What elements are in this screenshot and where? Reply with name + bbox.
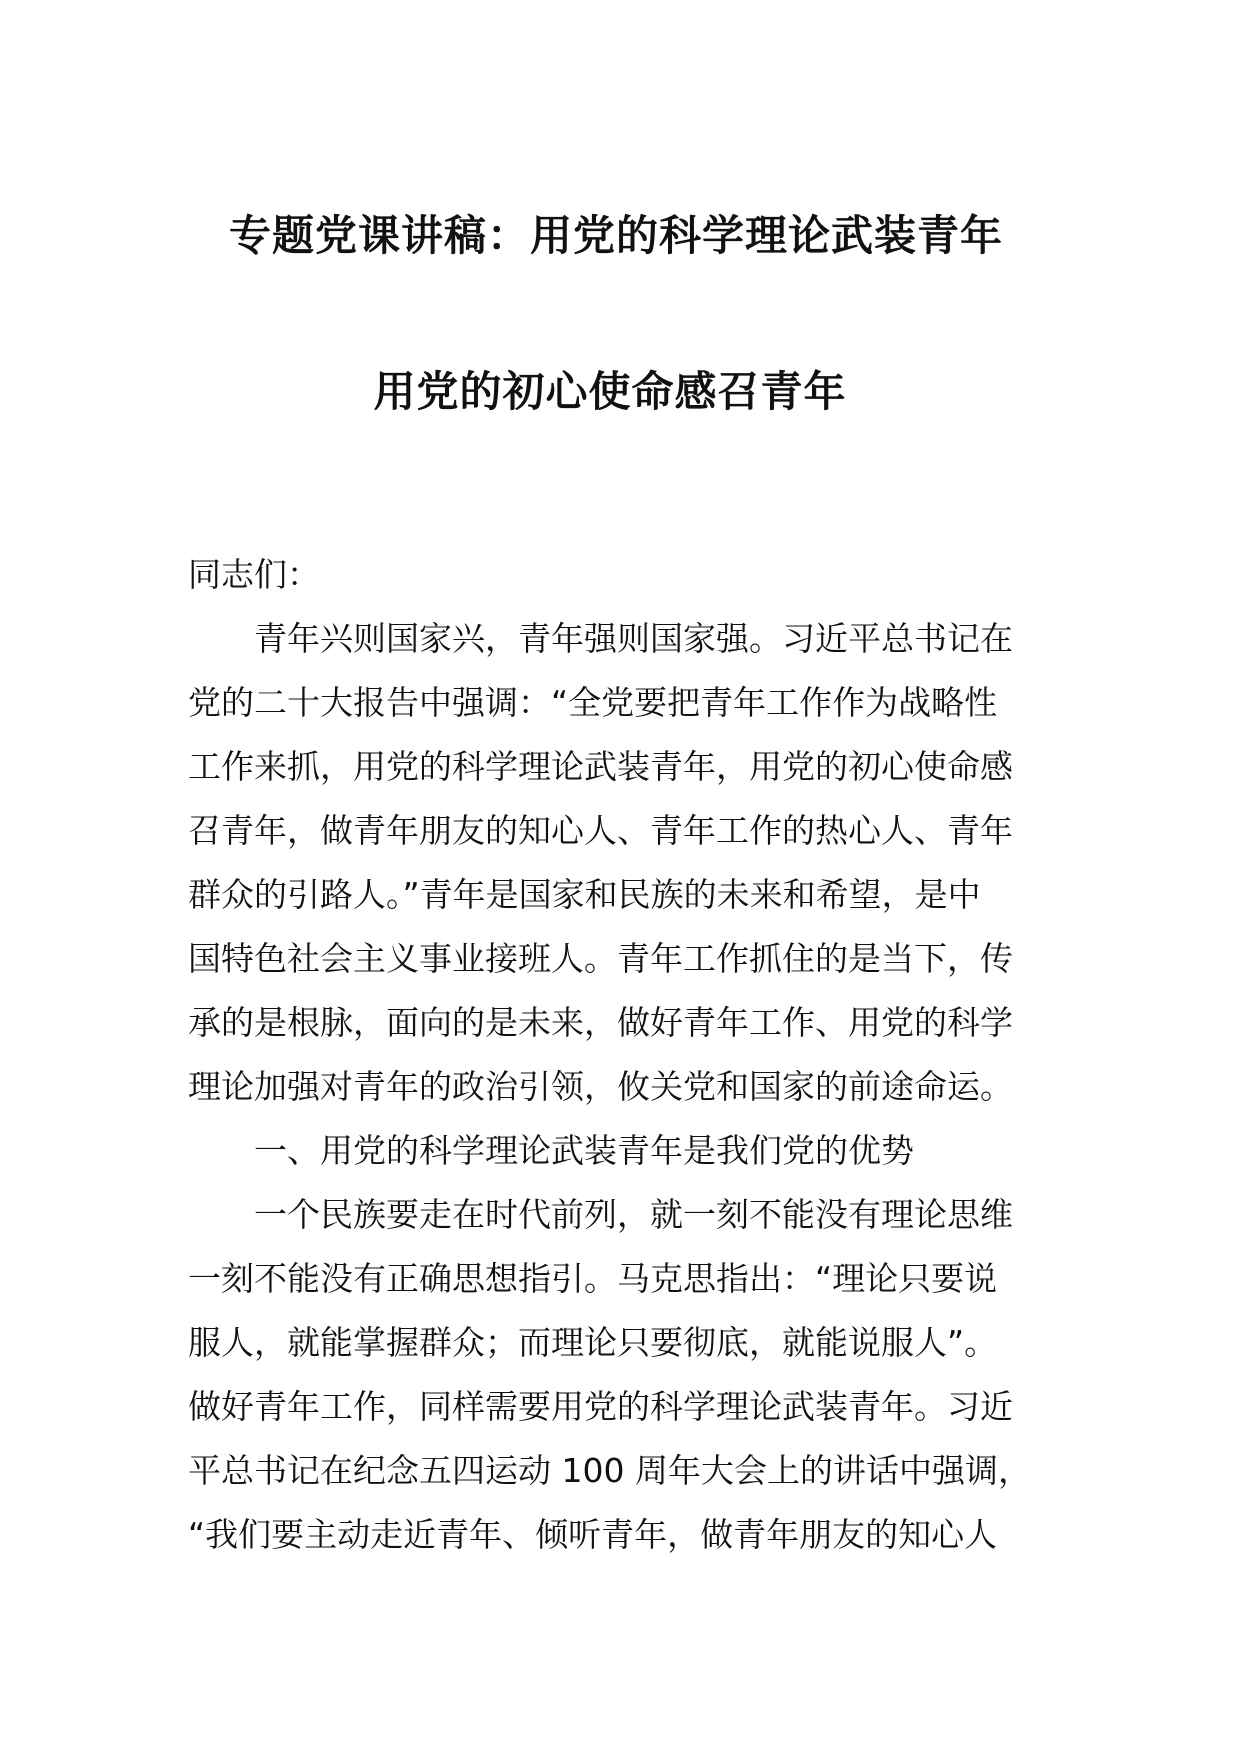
body-line: 一刻不能没有正确思想指引。马克思指出：“理论只要说 <box>188 1259 998 1298</box>
body-line: 一个民族要走在时代前列，就一刻不能没有理论思维 <box>254 1195 1013 1234</box>
document-title-line-2: 用党的初心使命感召青年 <box>373 367 847 416</box>
body-line: 党的二十大报告中强调：“全党要把青年工作作为战略性 <box>188 683 998 722</box>
body-line: 国特色社会主义事业接班人。青年工作抓住的是当下，传 <box>188 939 1013 978</box>
body-line: “我们要主动走近青年、倾听青年，做青年朋友的知心人 <box>188 1515 998 1554</box>
body-line: 群众的引路人。”青年是国家和民族的未来和希望，是中 <box>188 875 981 914</box>
body-line: 理论加强对青年的政治引领，攸关党和国家的前途命运。 <box>188 1067 1013 1106</box>
body-line: 召青年，做青年朋友的知心人、青年工作的热心人、青年 <box>188 811 1013 850</box>
body-line: 工作来抓，用党的科学理论武装青年，用党的初心使命感 <box>188 747 1013 786</box>
body-line: 青年兴则国家兴，青年强则国家强。习近平总书记在 <box>254 619 1013 658</box>
body-line: 服人，就能掌握群众；而理论只要彻底，就能说服人”。 <box>188 1323 998 1362</box>
section-heading: 一、用党的科学理论武装青年是我们党的优势 <box>254 1131 914 1170</box>
body-line: 承的是根脉，面向的是未来，做好青年工作、用党的科学 <box>188 1003 1013 1042</box>
document-body <box>188 607 1058 1567</box>
body-line: 平总书记在纪念五四运动 100 周年大会上的讲话中强调， <box>188 1451 1031 1490</box>
document-title-line-1: 专题党课讲稿：用党的科学理论武装青年 <box>228 211 1003 260</box>
body-line: 做好青年工作，同样需要用党的科学理论武装青年。习近 <box>188 1387 1013 1426</box>
greeting: 同志们： <box>188 555 320 594</box>
